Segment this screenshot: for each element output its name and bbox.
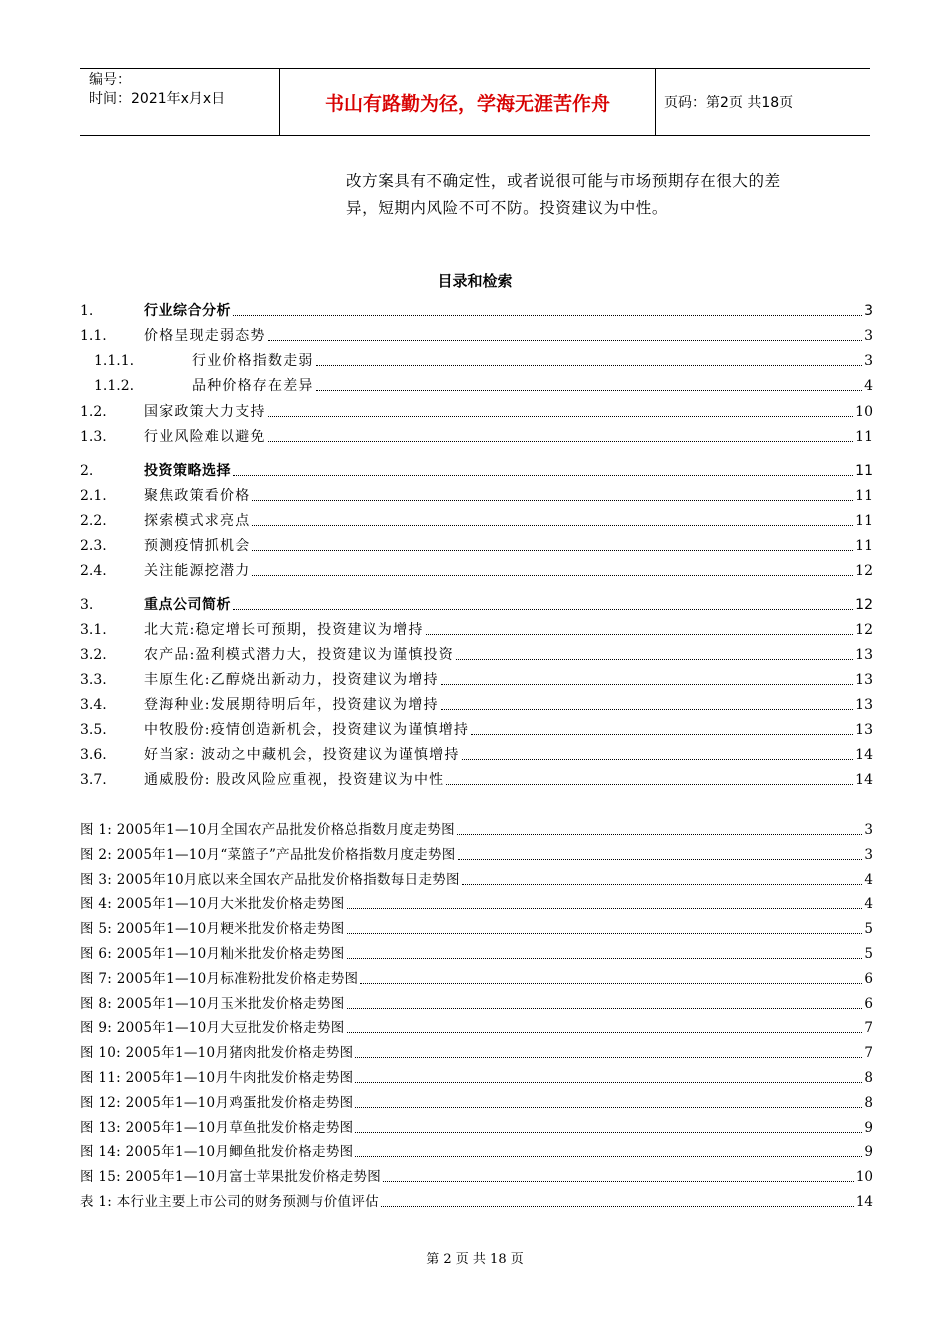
header-motto: 书山有路勤为径，学海无涯苦作舟 (280, 69, 656, 135)
figure-entry[interactable] (80, 1092, 873, 1112)
toc-entry[interactable] (80, 594, 873, 614)
leader-dots (233, 475, 853, 476)
figure-entry-page: 8 (864, 1070, 873, 1086)
figure-entry-page: 4 (864, 896, 873, 913)
leader-dots (441, 709, 853, 710)
toc-entry-page: 11 (855, 488, 873, 504)
leader-dots (252, 550, 853, 551)
toc-entry-number: 2. (80, 463, 94, 479)
leader-dots (471, 734, 853, 735)
leader-dots (347, 908, 863, 909)
toc-entry-number: 2.3. (80, 538, 107, 554)
toc-entry[interactable] (80, 375, 873, 395)
leader-dots (355, 1107, 862, 1108)
time-label: 时间：2021年x月x日 (89, 91, 226, 107)
toc-entry-title: 投资策略选择 (144, 463, 231, 479)
leader-dots (355, 1082, 862, 1083)
toc-entry-number: 2.2. (80, 513, 107, 529)
figure-entry-title: 图 15: 2005年1—10月富士苹果批发价格走势图 (80, 1169, 382, 1186)
leader-dots (446, 784, 853, 785)
leader-dots (233, 315, 862, 316)
toc-entry[interactable] (80, 669, 873, 689)
toc-entry-title: 中牧股份:疫情创造新机会，投资建议为谨慎增持 (144, 722, 470, 738)
leader-dots (316, 390, 862, 391)
toc-entry-number: 1.3. (80, 429, 107, 445)
toc-entry[interactable] (80, 535, 873, 555)
leader-dots (441, 684, 853, 685)
figure-entry-title: 图 9: 2005年1—10月大豆批发价格走势图 (80, 1020, 345, 1037)
figure-entry-page: 10 (855, 1169, 873, 1186)
figure-entry[interactable] (80, 1117, 873, 1137)
figure-entry[interactable] (80, 1166, 873, 1186)
toc-entry-number: 1.1. (80, 328, 107, 344)
toc-entry-number: 2.4. (80, 563, 107, 579)
figure-entry-title: 图 8: 2005年1—10月玉米批发价格走势图 (80, 995, 345, 1012)
toc-entry[interactable] (80, 300, 873, 320)
figure-entry-page: 9 (864, 1119, 873, 1136)
figure-entry-title: 图 2: 2005年1—10月“菜篮子”产品批发价格指数月度走势图 (80, 846, 456, 863)
figure-entry-page: 5 (864, 921, 873, 938)
intro-paragraph (346, 168, 876, 222)
toc-entry[interactable] (80, 694, 873, 714)
figure-entry-page: 9 (864, 1144, 873, 1161)
leader-dots (355, 1132, 862, 1133)
figure-entry-page: 3 (864, 846, 873, 863)
toc-entry-title: 聚焦政策看价格 (144, 488, 251, 504)
figure-entry-page: 5 (864, 946, 873, 962)
leader-dots (360, 983, 862, 984)
toc-entry[interactable] (80, 560, 873, 580)
figure-entry-title: 图 3: 2005年10月底以来全国农产品批发价格指数每日走势图 (80, 871, 460, 888)
toc-entry-page: 13 (855, 647, 873, 663)
figure-entry[interactable] (80, 943, 873, 963)
toc-entry-page: 11 (855, 463, 873, 479)
toc-entry-number: 1.1.1. (94, 353, 135, 369)
leader-dots (355, 1156, 862, 1157)
toc-entry-page: 11 (855, 429, 873, 445)
toc-entry-page: 14 (855, 747, 873, 763)
toc-entry-page: 13 (855, 672, 873, 688)
figure-entry-page: 6 (864, 970, 873, 987)
figure-entry-page: 8 (864, 1094, 873, 1111)
figure-entry[interactable] (80, 844, 873, 864)
figure-entry-title: 图 4: 2005年1—10月大米批发价格走势图 (80, 896, 345, 913)
toc-entry-page: 11 (855, 538, 873, 554)
leader-dots (458, 859, 863, 860)
toc-entry[interactable] (80, 719, 873, 739)
figure-entry[interactable] (80, 993, 873, 1013)
toc-entry-page: 11 (855, 513, 873, 529)
figure-entry-page: 3 (864, 822, 873, 838)
toc-entry-page: 13 (855, 722, 873, 738)
toc-entry-title: 预测疫情抓机会 (144, 538, 251, 554)
toc-entry[interactable] (80, 460, 873, 480)
toc-entry-number: 3.6. (80, 747, 107, 763)
leader-dots (347, 933, 863, 934)
toc-entry-number: 3.7. (80, 772, 107, 788)
toc-entry[interactable] (80, 426, 873, 446)
figure-entry[interactable] (80, 1017, 873, 1037)
toc-entry-title: 重点公司简析 (144, 597, 231, 613)
leader-dots (252, 575, 853, 576)
figure-entry[interactable] (80, 968, 873, 988)
leader-dots (347, 958, 863, 959)
figure-entry-page: 6 (864, 995, 873, 1012)
toc-entry[interactable] (80, 769, 873, 789)
figure-entry-page: 4 (864, 871, 873, 888)
leader-dots (316, 365, 862, 366)
figure-entry[interactable] (80, 1191, 873, 1211)
toc-entry[interactable] (80, 744, 873, 764)
leader-dots (233, 609, 853, 610)
figure-entry[interactable] (80, 1067, 873, 1087)
figure-entry-page: 7 (864, 1045, 873, 1062)
figure-entry-title: 图 10: 2005年1—10月猪肉批发价格走势图 (80, 1045, 354, 1062)
toc-entry-number: 3.5. (80, 722, 107, 738)
toc-entry-title: 品种价格存在差异 (192, 378, 314, 394)
toc-entry-number: 1.1.2. (94, 378, 135, 394)
leader-dots (268, 441, 854, 442)
toc-entry-page: 14 (855, 772, 873, 788)
leader-dots (381, 1206, 854, 1207)
toc-entry-title: 好当家: 波动之中藏机会，投资建议为谨慎增持 (144, 747, 460, 763)
leader-dots (457, 834, 862, 835)
toc-entry-number: 1.2. (80, 404, 107, 420)
figure-entry-title: 图 5: 2005年1—10月粳米批发价格走势图 (80, 921, 345, 938)
toc-entry-number: 3.1. (80, 622, 107, 638)
header-meta (80, 69, 280, 135)
figure-entry-title: 表 1: 本行业主要上市公司的财务预测与价值评估 (80, 1194, 379, 1210)
header-page-info: 页码：第2页 共18页 (664, 95, 794, 111)
figure-entry-title: 图 7: 2005年1—10月标准粉批发价格走势图 (80, 970, 359, 987)
leader-dots (462, 759, 854, 760)
number-label: 编号： (89, 72, 131, 88)
leader-dots (347, 1008, 863, 1009)
leader-dots (426, 634, 854, 635)
leader-dots (347, 1032, 863, 1033)
toc-entry-page: 3 (864, 328, 873, 344)
toc-entry-number: 2.1. (80, 488, 107, 504)
figure-entry-title: 图 6: 2005年1—10月籼米批发价格走势图 (80, 946, 345, 962)
figure-entry[interactable] (80, 869, 873, 889)
leader-dots (462, 884, 863, 885)
intro-line: 改方案具有不确定性，或者说很可能与市场预期存在很大的差 (346, 172, 781, 190)
figure-entry[interactable] (80, 1042, 873, 1062)
toc-entry[interactable] (80, 325, 873, 345)
toc-entry-number: 1. (80, 303, 94, 319)
figure-entry-page: 14 (855, 1194, 873, 1210)
toc-entry-number: 3.3. (80, 672, 107, 688)
toc-entry-title: 关注能源挖潜力 (144, 563, 251, 579)
toc-entry-title: 国家政策大力支持 (144, 404, 266, 420)
toc-entry-title: 行业风险难以避免 (144, 429, 266, 445)
page-footer: 第 2 页 共 18 页 (426, 1252, 524, 1267)
toc-entry[interactable] (80, 401, 873, 421)
toc-entry-number: 3.2. (80, 647, 107, 663)
figure-entry-title: 图 14: 2005年1—10月鲫鱼批发价格走势图 (80, 1144, 354, 1161)
toc-entry-title: 登海种业:发展期待明后年，投资建议为增持 (144, 697, 439, 713)
figure-entry-page: 7 (864, 1020, 873, 1037)
figure-entry[interactable] (80, 1141, 873, 1161)
leader-dots (252, 500, 853, 501)
toc-entry-title: 探索模式求亮点 (144, 513, 251, 529)
leader-dots (355, 1057, 862, 1058)
figure-entry-title: 图 11: 2005年1—10月牛肉批发价格走势图 (80, 1070, 354, 1086)
leader-dots (252, 525, 853, 526)
toc-entry-title: 北大荒:稳定增长可预期，投资建议为增持 (144, 622, 424, 638)
page-header (80, 68, 870, 136)
toc-entry-title: 行业价格指数走弱 (192, 353, 314, 369)
toc-heading: 目录和检索 (437, 272, 513, 290)
toc-entry-title: 农产品:盈利模式潜力大，投资建议为谨慎投资 (144, 647, 454, 663)
toc-entry[interactable] (80, 350, 873, 370)
figure-entry[interactable] (80, 918, 873, 938)
toc-entry[interactable] (80, 644, 873, 664)
figure-entry[interactable] (80, 893, 873, 913)
toc-entry-page: 12 (855, 622, 873, 638)
toc-entry-title: 行业综合分析 (144, 303, 231, 319)
figure-entry-title: 图 1: 2005年1—10月全国农产品批发价格总指数月度走势图 (80, 822, 455, 838)
toc-entry-page: 3 (864, 303, 873, 319)
toc-entry[interactable] (80, 619, 873, 639)
leader-dots (268, 340, 862, 341)
toc-entry-number: 3.4. (80, 697, 107, 713)
toc-entry-number: 3. (80, 597, 94, 613)
figure-entry-title: 图 12: 2005年1—10月鸡蛋批发价格走势图 (80, 1094, 354, 1111)
figure-entry-title: 图 13: 2005年1—10月草鱼批发价格走势图 (80, 1119, 354, 1136)
leader-dots (268, 416, 854, 417)
leader-dots (383, 1181, 854, 1182)
toc-entry-page: 4 (864, 378, 873, 394)
toc-entry-title: 丰原生化:乙醇烧出新动力，投资建议为增持 (144, 672, 439, 688)
leader-dots (456, 659, 853, 660)
toc-entry-page: 12 (855, 597, 873, 613)
toc-entry-page: 3 (864, 353, 873, 369)
figure-entry[interactable] (80, 819, 873, 839)
toc-entry-page: 13 (855, 697, 873, 713)
toc-entry[interactable] (80, 510, 873, 530)
toc-entry[interactable] (80, 485, 873, 505)
toc-entry-title: 价格呈现走弱态势 (144, 328, 266, 344)
intro-line: 异，短期内风险不可不防。投资建议为中性。 (346, 199, 669, 217)
toc-entry-page: 10 (855, 404, 873, 420)
toc-entry-title: 通威股份: 股改风险应重视，投资建议为中性 (144, 772, 445, 788)
toc-entry-page: 12 (855, 563, 873, 579)
